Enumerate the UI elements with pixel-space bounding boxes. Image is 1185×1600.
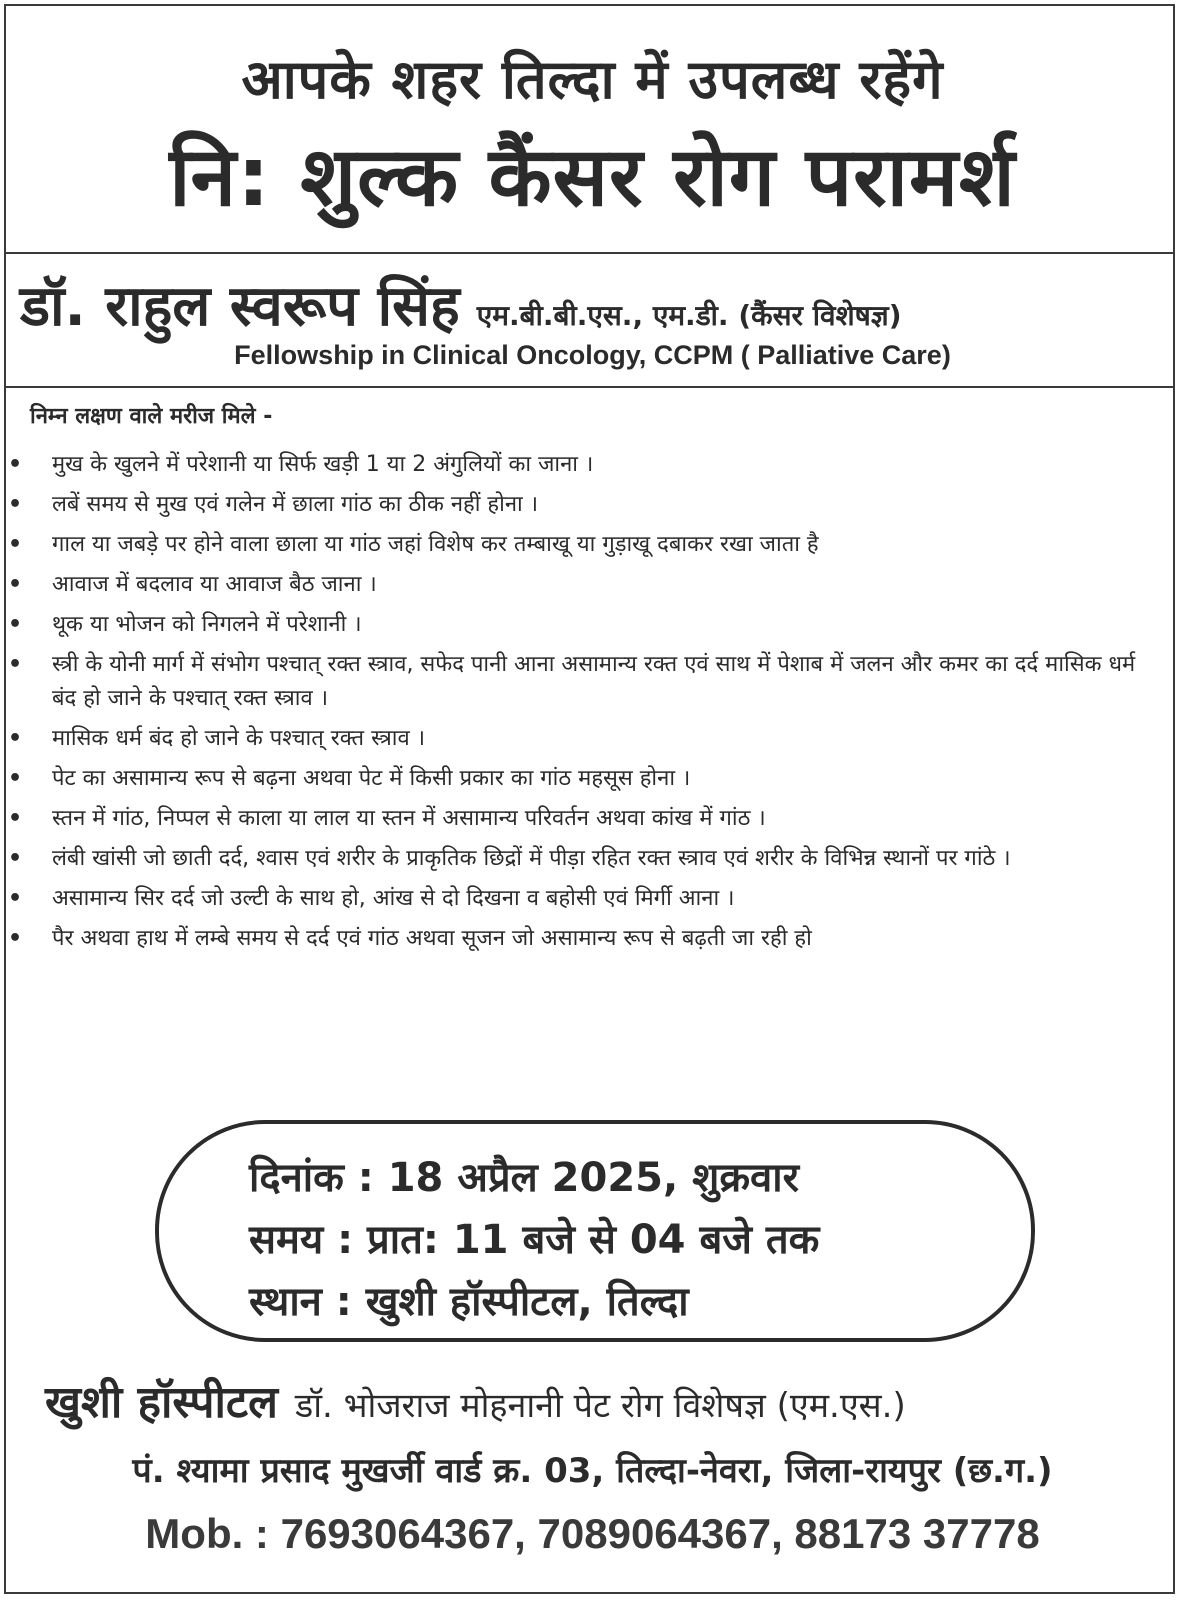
symptom-item [8, 448, 1160, 482]
event-details-box [155, 1120, 1035, 1342]
bullet-icon: • [8, 612, 23, 637]
hospital-doctor: डॉ. भोजराज मोहनानी पेट रोग विशेषज्ञ (एम.एस.) [295, 1386, 906, 1426]
symptom-text: लंबी खांसी जो छाती दर्द, श्वास एवं शरीर के प्राकृतिक छिद्रों में पीड़ा रहित रक्त स्त्राव एवं शरीर के विभिन्न स्थानों पर गांठे । [52, 846, 1011, 871]
headline-free-consultation: नि: शुल्क कैंसर रोग परामर्श [169, 130, 1016, 225]
doctor-row [20, 266, 902, 342]
hospital-address: पं. श्यामा प्रसाद मुखर्जी वार्ड क्र. 03, तिल्दा-नेवरा, जिला-रायपुर (छ.ग.) [132, 1451, 1053, 1491]
symptom-item [8, 842, 1160, 876]
bullet-icon: • [8, 492, 23, 517]
symptom-item [8, 882, 1160, 916]
symptom-text: स्त्री के योनी मार्ग में संभोग पश्चात् रक्त स्त्राव, सफेद पानी आना असामान्य रक्त एवं साथ में पेशाब में जलन और कमर का दर्द मासिक धर्म बंद हो जाने के पश्चात् रक्त स्त्राव । [52, 652, 1136, 711]
bullet-icon: • [8, 652, 23, 677]
event-date: दिनांक : 18 अप्रैल 2025, शुक्रवार [249, 1155, 800, 1201]
bullet-icon: • [8, 846, 23, 871]
symptom-item [8, 922, 1160, 956]
bullet-icon: • [8, 572, 23, 597]
bullet-icon: • [8, 766, 23, 791]
symptom-item [8, 528, 1160, 562]
symptom-item [8, 802, 1160, 836]
bullet-icon: • [8, 886, 23, 911]
symptom-text: स्तन में गांठ, निप्पल से काला या लाल या स्तन में असामान्य परिवर्तन अथवा कांख में गांठ । [52, 806, 766, 831]
hospital-row [45, 1370, 906, 1430]
symptom-text: मासिक धर्म बंद हो जाने के पश्चात् रक्त स्त्राव । [52, 726, 426, 751]
symptom-list [8, 448, 1160, 962]
symptom-item [8, 648, 1160, 716]
symptom-text: मुख के खुलने में परेशानी या सिर्फ खड़ी 1 या 2 अंगुलियों का जाना । [52, 452, 594, 477]
symptom-item [8, 762, 1160, 796]
symptom-text: थूक या भोजन को निगलने में परेशानी । [52, 612, 362, 637]
symptom-text: लबें समय से मुख एवं गलेन में छाला गांठ का ठीक नहीं होना । [52, 492, 539, 517]
divider-middle [4, 386, 1175, 388]
divider-top [4, 252, 1175, 254]
symptoms-title: निम्न लक्षण वाले मरीज मिले - [30, 404, 273, 429]
event-time: समय : प्रात: 11 बजे से 04 बजे तक [249, 1217, 820, 1263]
hospital-name: खुशी हॉस्पीटल [45, 1377, 278, 1428]
bullet-icon: • [8, 806, 23, 831]
event-venue: स्थान : खुशी हॉस्पीटल, तिल्दा [249, 1279, 689, 1325]
doctor-name: डॉ. राहुल स्वरूप सिंह [20, 274, 460, 339]
symptom-text: पैर अथवा हाथ में लम्बे समय से दर्द एवं गांठ अथवा सूजन जो असामान्य रूप से बढ़ती जा रही हो [52, 926, 812, 951]
mobile-numbers: Mob. : 7693064367, 7089064367, 88173 37778 [145, 1510, 1040, 1557]
doctor-fellowship: Fellowship in Clinical Oncology, CCPM ( Palliative Care) [234, 340, 951, 370]
symptom-text: असामान्य सिर दर्द जो उल्टी के साथ हो, आंख से दो दिखना व बहोसी एवं मिर्गी आना । [52, 886, 735, 911]
symptom-item [8, 722, 1160, 756]
symptom-text: गाल या जबड़े पर होने वाला छाला या गांठ जहां विशेष कर तम्बाखू या गुड़ाखू दबाकर रखा जाता है [52, 532, 819, 557]
bullet-icon: • [8, 926, 23, 951]
headline-city: आपके शहर तिल्दा में उपलब्ध रहेंगे [241, 48, 944, 111]
bullet-icon: • [8, 726, 23, 751]
symptom-text: पेट का असामान्य रूप से बढ़ना अथवा पेट में किसी प्रकार का गांठ महसूस होना । [52, 766, 691, 791]
symptom-item [8, 488, 1160, 522]
bullet-icon: • [8, 452, 23, 477]
symptom-text: आवाज में बदलाव या आवाज बैठ जाना । [52, 572, 377, 597]
symptom-item [8, 608, 1160, 642]
bullet-icon: • [8, 532, 23, 557]
symptom-item [8, 568, 1160, 602]
doctor-degrees: एम.बी.बी.एस., एम.डी. (कैंसर विशेषज्ञ) [476, 299, 902, 332]
